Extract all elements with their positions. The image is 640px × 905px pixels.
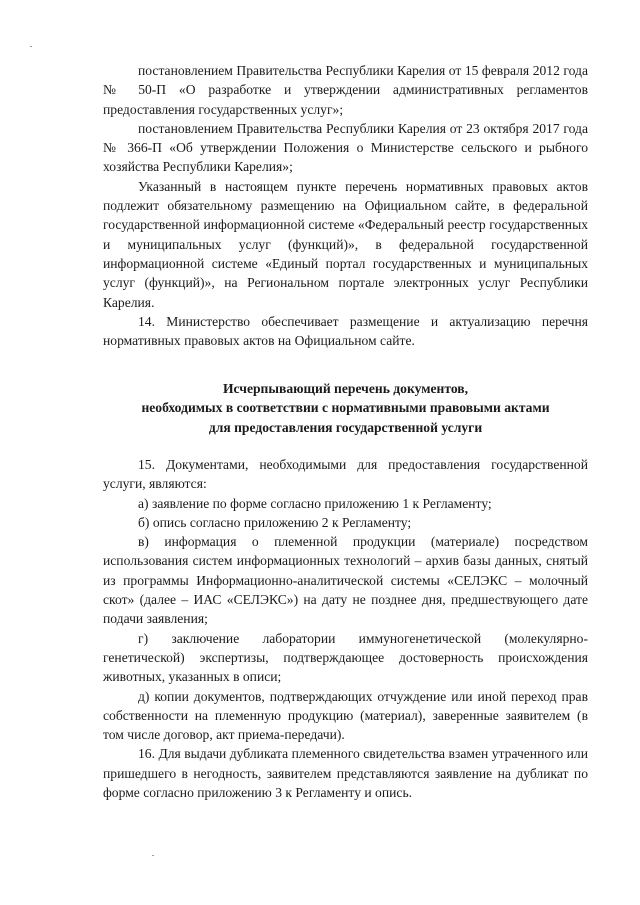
heading-line: необходимых в соответствии с нормативными правовыми актами — [141, 400, 550, 416]
paragraph-decree-50p: постановлением Правительства Республики Карелия от 15 февраля 2012 года № 50-П «О разработке и утверждении административных регламентов предоставления государственных услуг»; — [103, 63, 588, 117]
heading-line: Исчерпывающий перечень документов, — [222, 381, 469, 396]
bottom-text-block — [103, 455, 588, 802]
paragraph-item-14: 14. Министерство обеспечивает размещение и актуализацию перечня нормативных правовых актов на Официальном сайте. — [103, 313, 588, 349]
section-heading — [103, 379, 588, 437]
paragraph-item-16: 16. Для выдачи дубликата племенного свидетельства взамен утраченного или пришедшего в негодность, заявителем представляются заявление на дубликат по форме согласно приложению 3 к Регламенту и опись. — [103, 746, 588, 801]
paragraph-decree-366p: постановлением Правительства Республики Карелия от 23 октября 2017 года № 366-П «Об утверждении Положения о Министерстве сельского и рыбного хозяйства Республики Карелия»; — [103, 120, 588, 175]
heading-line: для предоставления государственной услуги — [208, 419, 483, 435]
list-item-b: б) опись согласно приложению 2 к Регламенту; — [138, 514, 412, 530]
paragraph-publication: Указанный в настоящем пункте перечень нормативных правовых актов подлежит обязательному размещению на Официальном сайте, в федеральной государственной информационной системе «Федеральный реестр государственных и муниципальных услуг (функций)», в федеральной государственной информационной системе «Единый портал государственных и муниципальных услуг (функций)», на Региональном портале электронных услуг Республики Карелия. — [103, 178, 588, 310]
list-item-a: а) заявление по форме согласно приложению 1 к Регламенту; — [138, 495, 492, 511]
scan-speck — [30, 46, 32, 47]
top-text-block — [103, 61, 588, 350]
paragraph-item-15: 15. Документами, необходимыми для предоставления государственной услуги, являются: — [103, 457, 588, 492]
list-item-d: д) копии документов, подтверждающих отчуждение или иной переход прав собственности на племенную продукцию (материал), заверенные заявителем (в том числе договор, акт приема-передачи). — [103, 688, 588, 743]
scan-speck — [152, 855, 154, 856]
list-item-v: в) информация о племенной продукции (материале) посредством использования систем информационных технологий – архив базы данных, снятый из программы Информационно-аналитической системы «СЕЛЭКС – молочный скот» (далее – ИАС «СЕЛЭКС») на дату не позднее дня, предшествующего дате подачи заявления; — [103, 534, 588, 627]
list-item-g: г) заключение лаборатории иммуногенетической (молекулярно-генетической) экспертизы, подтверждающее достоверность происхождения животных, указанных в описи; — [103, 630, 588, 685]
